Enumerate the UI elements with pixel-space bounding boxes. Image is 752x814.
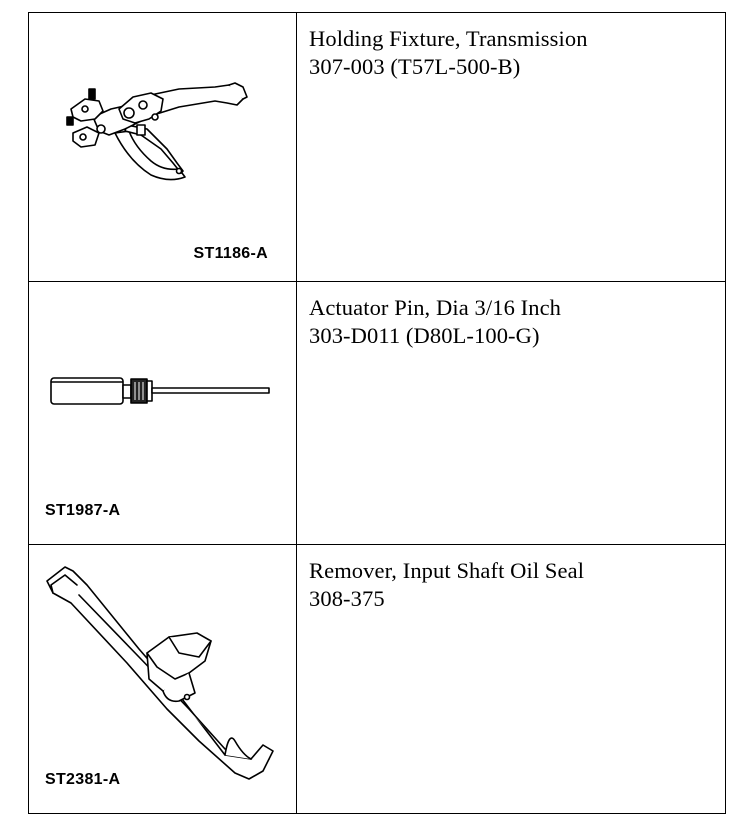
tool-name: Holding Fixture, Transmission [309, 26, 588, 51]
figure-code: ST1987-A [45, 502, 121, 519]
tool-image-cell [29, 545, 297, 814]
figure-code: ST1186-A [193, 245, 268, 262]
tool-image-cell [29, 282, 297, 545]
tool-image-cell [29, 13, 297, 282]
tool-name: Remover, Input Shaft Oil Seal [309, 558, 585, 583]
tool-row [29, 545, 726, 814]
tool-description-cell [297, 282, 726, 545]
tool-name: Actuator Pin, Dia 3/16 Inch [309, 295, 562, 320]
actuator-pin-illustration [29, 282, 296, 532]
figure-code: ST2381-A [45, 771, 121, 788]
tool-part-number: 308-375 [309, 586, 385, 611]
tool-row [29, 13, 726, 282]
special-tools-table [28, 12, 726, 814]
oil-seal-remover-illustration [29, 545, 296, 801]
tool-part-number: 307-003 (T57L-500-B) [309, 54, 521, 79]
tool-description-cell [297, 545, 726, 814]
tool-row [29, 282, 726, 545]
holding-fixture-illustration [29, 13, 296, 269]
tool-part-number: 303-D011 (D80L-100-G) [309, 323, 540, 348]
tool-description-cell [297, 13, 726, 282]
